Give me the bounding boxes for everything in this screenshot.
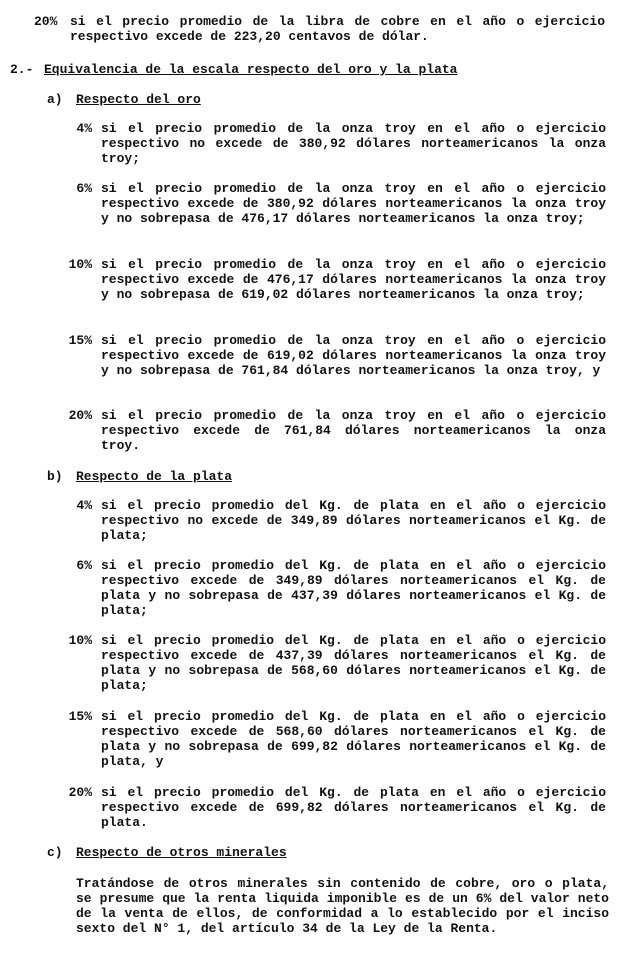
- copper-scale-item: [0, 14, 629, 48]
- percentage-label: 15%: [68, 333, 92, 348]
- paragraph-text: Tratándose de otros minerales sin contenido de cobre, oro o plata, se presume que la renta liquida imponible es de un 6% del valor neto de la venta de ellos, de conformidad a lo establecido por el inciso sexto del N° 1, del artículo 34 de la Ley de la Renta.: [76, 876, 609, 936]
- subsection-label-oro: a): [47, 92, 63, 107]
- subsection-title-plata: Respecto de la plata: [76, 469, 233, 484]
- item-text: si el precio promedio del Kg. de plata en el año o ejercicio respectivo excede de 349,89 dólares norteamericanos el Kg. de plata y no sobrepasa de 437,39 dólares norteamericanos el Kg. de plata;: [101, 558, 606, 618]
- percentage-label: 20%: [34, 14, 58, 29]
- percentage-label: 6%: [76, 181, 92, 196]
- section-title: Equivalencia de la escala respecto del oro y la plata: [44, 62, 458, 77]
- item-text: si el precio promedio de la onza troy en el año o ejercicio respectivo excede de 380,92 dólares norteamericanos la onza troy y no sobrepasa de 476,17 dólares norteamericanos la onza troy;: [101, 181, 606, 226]
- percentage-label: 10%: [68, 257, 92, 272]
- subsection-title-oro: Respecto del oro: [76, 92, 201, 107]
- percentage-label: 6%: [76, 558, 92, 573]
- item-text: si el precio promedio del Kg. de plata en el año o ejercicio respectivo excede de 568,60 dólares norteamericanos el Kg. de plata y no sobrepasa de 699,82 dólares norteamericanos el Kg. de plata, y: [101, 709, 606, 769]
- percentage-label: 10%: [68, 633, 92, 648]
- item-text: si el precio promedio de la libra de cobre en el año o ejercicio respectivo excede de 223,20 centavos de dólar.: [70, 14, 605, 44]
- subsection-title-otros: Respecto de otros minerales: [76, 845, 287, 860]
- percentage-label: 4%: [76, 498, 92, 513]
- percentage-label: 4%: [76, 121, 92, 136]
- percentage-label: 15%: [68, 709, 92, 724]
- item-text: si el precio promedio del Kg. de plata en el año o ejercicio respectivo excede de 437,39 dólares norteamericanos el Kg. de plata y no sobrepasa de 568,60 dólares norteamericanos el Kg. de plata;: [101, 633, 606, 693]
- item-text: si el precio promedio de la onza troy en el año o ejercicio respectivo excede de 619,02 dólares norteamericanos la onza troy y no sobrepasa de 761,84 dólares norteamericanos la onza troy, y: [101, 333, 606, 378]
- subsection-label-plata: b): [47, 469, 63, 484]
- item-text: si el precio promedio de la onza troy en el año o ejercicio respectivo excede de 476,17 dólares norteamericanos la onza troy y no sobrepasa de 619,02 dólares norteamericanos la onza troy;: [101, 257, 606, 302]
- item-text: si el precio promedio del Kg. de plata en el año o ejercicio respectivo excede de 699,82 dólares norteamericanos el Kg. de plata.: [101, 785, 606, 830]
- item-text: si el precio promedio de la onza troy en el año o ejercicio respectivo excede de 761,84 dólares norteamericanos la onza troy.: [101, 408, 606, 453]
- percentage-label: 20%: [68, 408, 92, 423]
- item-text: si el precio promedio de la onza troy en el año o ejercicio respectivo no excede de 380,92 dólares norteamericanos la onza troy;: [101, 121, 606, 166]
- section-number: 2.-: [10, 62, 34, 77]
- percentage-label: 20%: [68, 785, 92, 800]
- item-text: si el precio promedio del Kg. de plata en el año o ejercicio respectivo no excede de 349,89 dólares norteamericanos el Kg. de plata;: [101, 498, 606, 543]
- subsection-label-otros: c): [47, 845, 63, 860]
